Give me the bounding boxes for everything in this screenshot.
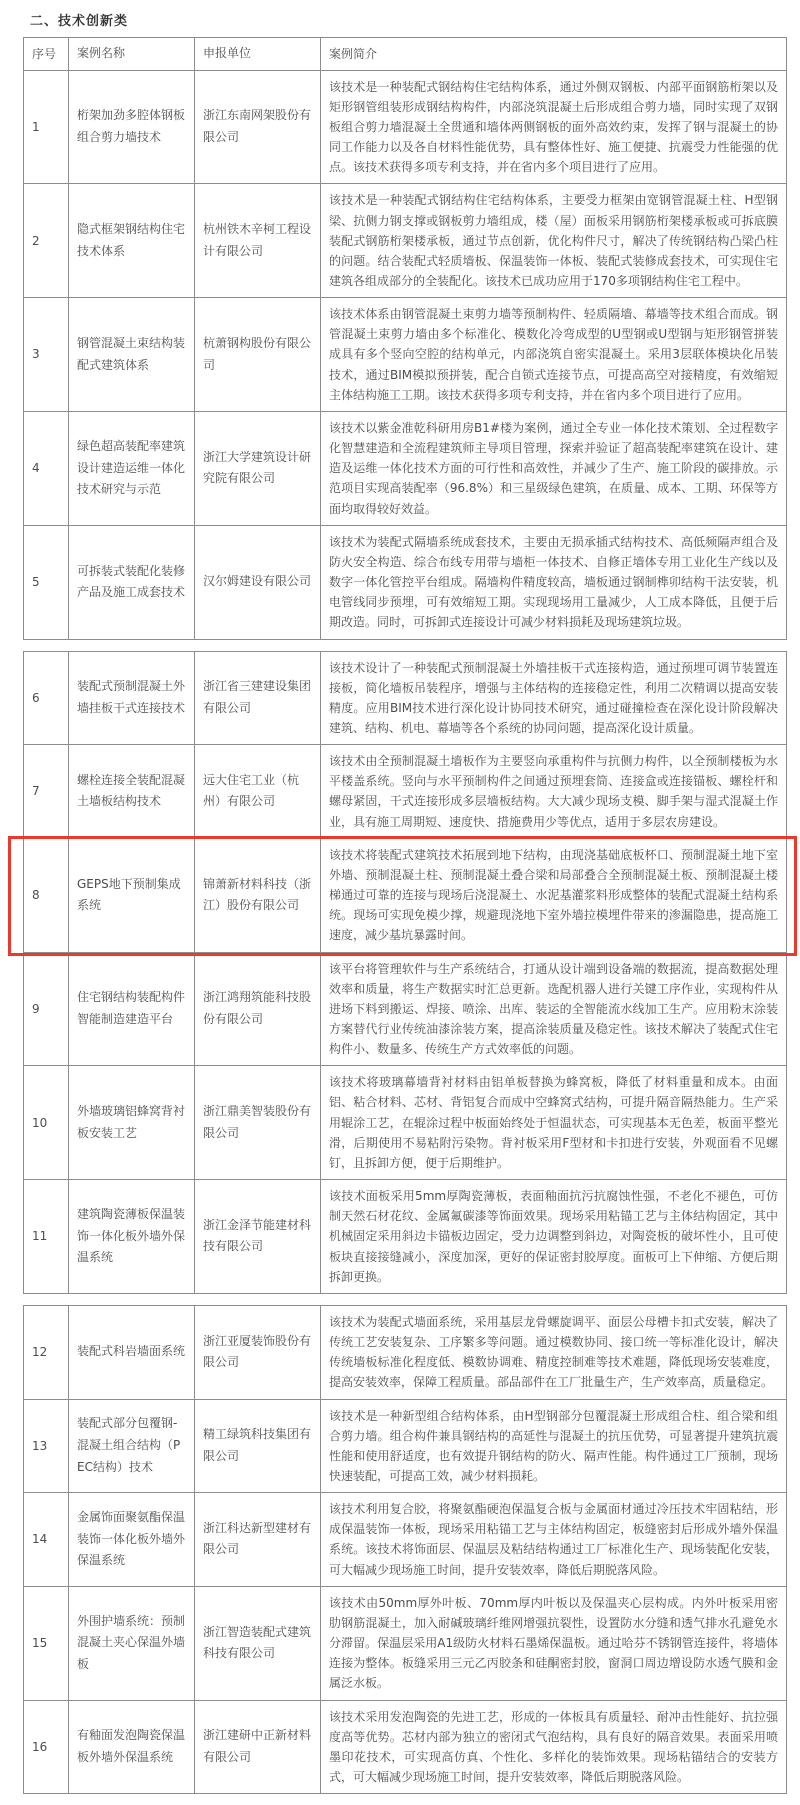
org-cell: 浙江省三建建设集团有限公司 — [195, 652, 321, 746]
case-number-cell: 10 — [24, 1066, 69, 1180]
section-title: 二、技术创新类 — [30, 14, 129, 29]
table-header-row — [24, 38, 787, 71]
description-cell: 该技术设计了一种装配式预制混凝土外墙挂板干式连接构造，通过预埋可调节装置连接板，简化墙板吊装程序，增强与主体结构的连接稳定性，利用二次精调以提高安装精度。应用BIM技术进行深化设计协同技术研究，通过碰撞检查在深化设计阶段解决建筑、结构、机电、幕墙等各个系统的协同问题，提高深化设计质量。 — [321, 652, 787, 746]
table-row — [24, 1587, 787, 1701]
table-row — [24, 1400, 787, 1494]
table-row — [24, 1493, 787, 1587]
org-cell: 浙江金泽节能建材科技有限公司 — [195, 1180, 321, 1294]
description-cell: 该技术面板采用5mm厚陶瓷薄板，表面釉面抗污抗腐蚀性强，不老化不褪色，可仿制天然石材花纹、金属氟碳漆等饰面效果。现场采用粘锚工艺与主体结构固定，其中机械固定采用斜边卡锚板边固定，受力边调整到斜边，对陶瓷板的破坏性小，且可使板块直接接缝减小，深度加深，更好的保证密封胶厚度。面板可上下伸缩、方便后期拆卸更换。 — [321, 1180, 787, 1294]
case-number-cell: 12 — [24, 1306, 69, 1400]
table-row — [24, 953, 787, 1067]
table-row — [24, 1180, 787, 1294]
case-number-cell: 7 — [24, 745, 69, 839]
case-number-cell: 5 — [24, 526, 69, 640]
table-row — [24, 298, 787, 412]
case-name-cell: 外墙玻璃铝蜂窝背衬板安装工艺 — [69, 1066, 195, 1180]
header-seq: 序号 — [24, 38, 69, 71]
case-name-cell: 住宅钢结构装配构件智能制造建造平台 — [69, 953, 195, 1067]
org-cell: 浙江科达新型建材有限公司 — [195, 1493, 321, 1587]
case-name-cell: 有釉面发泡陶瓷保温板外墙外保温系统 — [69, 1701, 195, 1795]
table-row — [24, 412, 787, 526]
header-case-name: 案例名称 — [69, 38, 195, 71]
header-description: 案例简介 — [321, 38, 787, 71]
table-row — [24, 745, 787, 839]
case-name-cell: 螺栓连接全装配混凝土墙板结构技术 — [69, 745, 195, 839]
case-name-cell: 建筑陶瓷薄板保温装饰一体化板外墙外保温系统 — [69, 1180, 195, 1294]
description-cell: 该平台将管理软件与生产系统结合，打通从设计端到设备端的数据流，提高数据处理效率和质量，将生产数据实时汇总更新。选配机器人进行关键工序作业，实现构件从进场下料到搬运、焊接、喷涂、出库、装运的全智能流水线加工生产。应用粉末涂装方案替代行业传统油漆涂装方案，提高涂装质量及稳定性。该技术解决了装配式住宅构件小、数量多、传统生产方式效率低的问题。 — [321, 953, 787, 1067]
org-cell: 浙江鸿翔筑能科技股份有限公司 — [195, 953, 321, 1067]
case-name-cell: GEPS地下预制集成系统 — [69, 839, 195, 953]
description-cell: 该技术为装配式隔墙系统成套技术，主要由无损承插式结构技术、高低频隔声组合及防火安全构造、综合布线专用带与墙柜一体技术、自修正墙体专用工业化生产线以及数字一体化管控平台组成。隔墙构件精度较高，墙板通过钢制榫卯结构干法安装，机电管线同步预埋，可有效缩短工期。实现现场用工量减少，人工成本降低，且便于后期改造。同时，可拆卸式连接设计可减少材料损耗及现场建筑垃圾。 — [321, 526, 787, 640]
org-cell: 浙江亚厦装饰股份有限公司 — [195, 1306, 321, 1400]
description-cell: 该技术体系由钢管混凝土束剪力墙等预制构件、轻质隔墙、幕墙等技术组合而成。钢管混凝土束剪力墙由多个标准化、模数化冷弯成型的U型钢或U型钢与矩形钢管拼装成具有多个竖向空腔的结构单元，内部浇筑自密实混凝土。采用3层联体模块化吊装技术，通过BIM模拟预拼装，配合自锁式连接节点，可提高高空对接精度，有效缩短主体结构施工工期。该技术获得多项专利支持，并在省内多个项目进行了应用。 — [321, 298, 787, 412]
case-name-cell: 金属饰面聚氨酯保温装饰一体化板外墙外保温系统 — [69, 1493, 195, 1587]
org-cell: 浙江智造装配式建筑科技有限公司 — [195, 1587, 321, 1701]
case-name-cell: 绿色超高装配率建筑设计建造运维一体化技术研究与示范 — [69, 412, 195, 526]
description-cell: 该技术利用复合胶，将聚氨酯硬泡保温复合板与金属面材通过冷压技术牢固粘结，形成保温装饰一体板，现场采用粘锚工艺与主体结构固定，板缝密封后形成外墙外保温系统。该技术将饰面层、保温层及粘结结构通过工厂标准化生产、现场装配化安装，可大幅减少现场施工时间，提升安装效率，降低后期脱落风险。 — [321, 1493, 787, 1587]
case-name-cell: 装配式科岩墙面系统 — [69, 1306, 195, 1400]
case-number-cell: 2 — [24, 184, 69, 298]
table-row — [24, 526, 787, 640]
org-cell: 浙江大学建筑设计研究院有限公司 — [195, 412, 321, 526]
table-row — [24, 1701, 787, 1795]
case-number-cell: 1 — [24, 71, 69, 185]
case-name-cell: 外围护墙系统：预制混凝土夹心保温外墙板 — [69, 1587, 195, 1701]
description-cell: 该技术为装配式墙面系统，采用基层龙骨螺旋调平、面层公母槽卡扣式安装，解决了传统工艺安装复杂、工序繁多等问题。通过模数协同、接口统一等标准化设计，解决传统墙板标准化程度低、模数协调难、精度控制难等技术难题，降低现场安装难度，提高安装效率，保障工程质量。部品部件在工厂批量生产，生产效率高，质量稳定。 — [321, 1306, 787, 1400]
description-cell: 该技术是一种装配式钢结构住宅结构体系，通过外侧双钢板、内部平面钢筋桁架以及矩形钢管组装形成钢结构构件，内部浇筑混凝土后形成组合剪力墙，同时实现了双钢板组合剪力墙混凝土全贯通和墙体两侧钢板的面外高效约束，发挥了钢与混凝土的协同工作能力以及各自材料性能优势，具有整体性好、施工便捷、抗震受力性能强的优点。该技术获得多项专利支持，并在省内多个项目进行了应用。 — [321, 71, 787, 185]
case-name-cell: 隐式框架钢结构住宅技术体系 — [69, 184, 195, 298]
org-cell: 精工绿筑科技集团有限公司 — [195, 1400, 321, 1494]
org-cell: 远大住宅工业（杭州）有限公司 — [195, 745, 321, 839]
case-name-cell: 桁架加劲多腔体钢板组合剪力墙技术 — [69, 71, 195, 185]
case-number-cell: 3 — [24, 298, 69, 412]
description-cell: 该技术将玻璃幕墙背衬材料由铝单板替换为蜂窝板，降低了材料重量和成本。由面铝、粘合材料、芯材、背铝复合而成中空蜂窝式结构，可提升隔音隔热能力。生产采用辊涂工艺，在辊涂过程中板面始终处于恒温状态，可实现基本无色差，板面平整光滑，后期使用不易粘附污染物。背衬板采用F型材和卡扣进行安装，外观面看不见螺钉，且拆卸方便，便于后期维护。 — [321, 1066, 787, 1180]
description-cell: 该技术是一种装配式钢结构住宅结构体系，主要受力框架由宽钢管混凝土柱、H型钢梁、抗侧力钢支撑或钢板剪力墙组成，楼（屋）面板采用钢筋桁架楼承板或可拆底膜装配式钢筋桁架楼承板，通过节点创新，优化构件尺寸，解决了传统钢结构凸梁凸柱的问题。结合装配式轻质墙板、保温装饰一体板、装配式装修成套技术，可实现住宅建筑各组成部分的全装配化。该技术已成功应用于170多项钢结构住宅工程中。 — [321, 184, 787, 298]
table-row — [24, 184, 787, 298]
org-cell: 杭萧钢构股份有限公司 — [195, 298, 321, 412]
case-name-cell: 可拆装式装配化装修产品及施工成套技术 — [69, 526, 195, 640]
table-block-2 — [23, 651, 787, 1294]
case-number-cell: 15 — [24, 1587, 69, 1701]
description-cell: 该技术将装配式建筑技术拓展到地下结构，由现浇基础底板杯口、预制混凝土地下室外墙、预制混凝土柱、预制混凝土叠合梁和局部叠合全预制混凝土板、预制混凝土楼梯通过可靠的连接与现场后浇混凝土、水泥基灌浆料形成整体的装配式混凝土结构系统。现场可实现免模少撑，规避现浇地下室外墙拉模埋件带来的渗漏隐患，提高施工速度，减少基坑暴露时间。 — [321, 839, 787, 953]
org-cell: 杭州铁木辛柯工程设计有限公司 — [195, 184, 321, 298]
case-number-cell: 11 — [24, 1180, 69, 1294]
case-number-cell: 13 — [24, 1400, 69, 1494]
org-cell: 汉尔姆建设有限公司 — [195, 526, 321, 640]
org-cell: 浙江鼎美智装股份有限公司 — [195, 1066, 321, 1180]
table-row-highlighted — [24, 839, 787, 953]
org-cell: 浙江东南网架股份有限公司 — [195, 71, 321, 185]
org-cell: 浙江建研中正新材料有限公司 — [195, 1701, 321, 1795]
case-number-cell: 8 — [24, 839, 69, 953]
header-org: 申报单位 — [195, 38, 321, 71]
case-name-cell: 钢管混凝土束结构装配式建筑体系 — [69, 298, 195, 412]
table-row — [24, 71, 787, 185]
org-cell: 锦萧新材料科技（浙江）股份有限公司 — [195, 839, 321, 953]
description-cell: 该技术由全预制混凝土墙板作为主要竖向承重构件与抗侧力构件，以全预制楼板为水平楼盖系统。竖向与水平预制构件之间通过预埋套筒、连接盒或连接锚板、螺栓杆和螺母紧固，干式连接形成多层墙板结构。大大减少现场支模、脚手架与湿式混凝土作业，具有施工周期短、速度快、措施费用少等优点，适用于多层农房建设。 — [321, 745, 787, 839]
case-number-cell: 6 — [24, 652, 69, 746]
description-cell: 该技术采用发泡陶瓷的先进工艺，形成的一体板具有质量轻、耐冲击性能好、抗拉强度高等优势。芯材内部为独立的密闭式气泡结构，具有良好的隔音效果。表面采用喷墨印花技术，可实现高仿真、个性化、多样化的装饰效果。现场粘锚结合的安装方式，可大幅减少现场施工时间，提升安装效率，降低后期脱落风险。 — [321, 1701, 787, 1795]
case-name-cell: 装配式预制混凝土外墙挂板干式连接技术 — [69, 652, 195, 746]
description-cell: 该技术是一种新型组合结构体系，由H型钢部分包覆混凝土形成组合柱、组合梁和组合剪力墙。组合构件兼具钢结构的高延性与混凝土的抗压优势，可显著提升建筑抗震性能和使用舒适度，也有效提升钢结构的防火、隔声性能。构件通过工厂预制，现场快速装配，可提高工效，减少材料损耗。 — [321, 1400, 787, 1494]
table-row — [24, 652, 787, 746]
case-name-cell: 装配式部分包覆钢-混凝土组合结构（PEC结构）技术 — [69, 1400, 195, 1494]
table-row — [24, 1066, 787, 1180]
case-number-cell: 14 — [24, 1493, 69, 1587]
description-cell: 该技术以紫金准乾科研用房B1#楼为案例，通过全专业一体化技术策划、全过程数字化智慧建造和全流程建筑师主导项目管理，探索并验证了超高装配率建筑在设计、建造及运维一体化技术方面的可行性和高效性，并减少了生产、施工阶段的碳排放。示范项目实现高装配率（96.8%）和三星级绿色建筑，在质量、成本、工期、环保等方面均取得较好效益。 — [321, 412, 787, 526]
case-number-cell: 16 — [24, 1701, 69, 1795]
table-row — [24, 1306, 787, 1400]
table-block-3 — [23, 1305, 787, 1794]
description-cell: 该技术由50mm厚外叶板、70mm厚内叶板以及保温夹心层构成。内外叶板采用密肋钢筋混凝土，加入耐碱玻璃纤维网增强抗裂性，设置防水分缝和透气排水孔避免水分滞留。保温层采用A1级防火材料石墨烯保温板。通过哈芬不锈钢管连接件，将墙体连接为整体。板缝采用三元乙丙胶条和硅酮密封胶，窗洞口周边增设防水透气膜和金属泛水板。 — [321, 1587, 787, 1701]
table-block-1 — [23, 37, 787, 640]
case-number-cell: 9 — [24, 953, 69, 1067]
case-number-cell: 4 — [24, 412, 69, 526]
